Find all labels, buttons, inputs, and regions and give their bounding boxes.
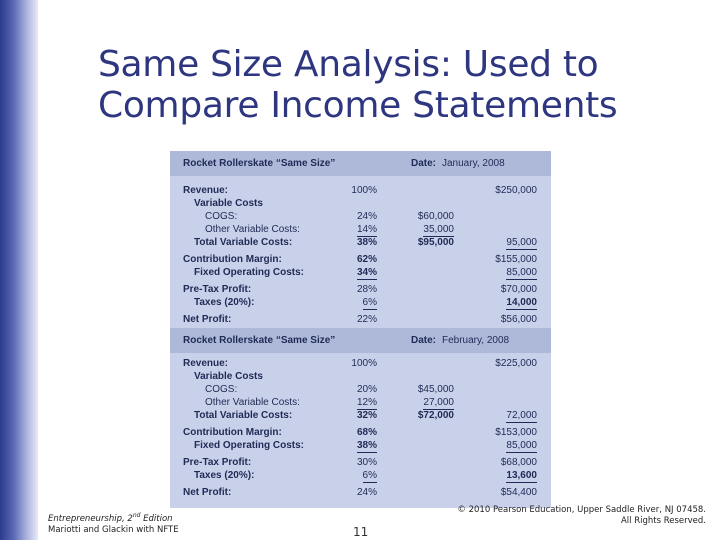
row-total: $54,400 <box>500 487 537 498</box>
row-label: Fixed Operating Costs: <box>194 440 305 451</box>
row-percent: 34% <box>356 267 377 278</box>
table-row <box>170 266 551 279</box>
table-row <box>170 396 551 409</box>
row-total: 72,000 <box>506 410 537 421</box>
row-subtotal: $72,000 <box>417 410 454 421</box>
row-percent: 38% <box>356 237 377 248</box>
row-total: 85,000 <box>506 440 537 451</box>
row-label: COGS: <box>205 384 238 395</box>
row-percent: 6% <box>362 470 377 481</box>
row-label: Contribution Margin: <box>183 254 282 265</box>
row-percent: 14% <box>356 224 377 235</box>
book-title-sup: nd <box>132 512 141 519</box>
book-edition-text: Edition <box>140 513 173 524</box>
table-row <box>170 456 551 469</box>
row-total: $68,000 <box>500 457 537 468</box>
section-2-date-label: Date: <box>411 335 437 346</box>
row-subtotal: $95,000 <box>417 237 454 248</box>
table-row <box>170 313 551 326</box>
table-row <box>170 296 551 309</box>
section-1-date-value: January, 2008 <box>442 158 505 169</box>
row-percent: 68% <box>356 427 377 438</box>
row-label: Variable Costs <box>194 198 263 209</box>
row-total: $70,000 <box>500 284 537 295</box>
table-row <box>170 223 551 236</box>
row-total: $155,000 <box>495 254 537 265</box>
row-label: Fixed Operating Costs: <box>194 267 305 278</box>
title-line-1: Same Size Analysis: Used to <box>98 44 599 85</box>
row-total: 14,000 <box>506 297 537 308</box>
table-row <box>170 409 551 422</box>
decorative-sidebar <box>0 0 38 540</box>
row-label: Total Variable Costs: <box>194 237 293 248</box>
row-percent: 24% <box>356 211 377 222</box>
row-percent: 100% <box>351 185 377 196</box>
slide-title <box>98 44 698 126</box>
table-row <box>170 197 551 210</box>
row-percent: 24% <box>356 487 377 498</box>
section-2-header <box>170 328 551 353</box>
row-percent: 22% <box>356 314 377 325</box>
table-row <box>170 370 551 383</box>
row-subtotal: $60,000 <box>417 211 454 222</box>
table-row <box>170 283 551 296</box>
row-label: Pre-Tax Profit: <box>183 284 252 295</box>
table-row <box>170 357 551 370</box>
table-row <box>170 253 551 266</box>
row-label: Total Variable Costs: <box>194 410 293 421</box>
row-label: Taxes (20%): <box>194 297 255 308</box>
page-number: 11 <box>353 525 369 539</box>
row-total: 85,000 <box>506 267 537 278</box>
row-total: 13,600 <box>506 470 537 481</box>
row-percent: 12% <box>356 397 377 408</box>
row-label: Pre-Tax Profit: <box>183 457 252 468</box>
row-percent: 28% <box>356 284 377 295</box>
row-total: $250,000 <box>495 185 537 196</box>
row-label: Taxes (20%): <box>194 470 255 481</box>
row-subtotal: 27,000 <box>423 397 454 408</box>
row-label: Net Profit: <box>183 314 232 325</box>
row-percent: 38% <box>356 440 377 451</box>
row-percent: 62% <box>356 254 377 265</box>
footer-copyright <box>457 505 706 527</box>
row-label: Other Variable Costs: <box>205 224 300 235</box>
table-row <box>170 236 551 249</box>
section-2-title: Rocket Rollerskate “Same Size” <box>183 335 336 346</box>
row-subtotal: 35,000 <box>423 224 454 235</box>
row-percent: 100% <box>351 358 377 369</box>
row-total: 95,000 <box>506 237 537 248</box>
row-subtotal: $45,000 <box>417 384 454 395</box>
row-percent: 20% <box>356 384 377 395</box>
table-row <box>170 469 551 482</box>
row-percent: 32% <box>356 410 377 421</box>
footer-citation <box>48 510 179 536</box>
footer-authors: Mariotti and Glackin with NFTE <box>48 524 179 535</box>
row-label: Revenue: <box>183 358 229 369</box>
section-1-date-label: Date: <box>411 158 437 169</box>
row-total: $225,000 <box>495 358 537 369</box>
row-label: Net Profit: <box>183 487 232 498</box>
footer-book-title <box>48 510 179 525</box>
title-line-2: Compare Income Statements <box>98 85 618 126</box>
row-label: Revenue: <box>183 185 229 196</box>
income-statement-table <box>170 151 551 508</box>
section-1-header <box>170 151 551 176</box>
table-row <box>170 210 551 223</box>
copyright-line-2: All Rights Reserved. <box>620 516 706 526</box>
section-2-date-value: February, 2008 <box>442 335 510 346</box>
copyright-line-1: © 2010 Pearson Education, Upper Saddle River, NJ 07458. <box>457 505 706 515</box>
table-row <box>170 426 551 439</box>
row-label: Contribution Margin: <box>183 427 282 438</box>
row-label: COGS: <box>205 211 238 222</box>
row-total: $56,000 <box>500 314 537 325</box>
table-row <box>170 439 551 452</box>
row-percent: 30% <box>356 457 377 468</box>
row-percent: 6% <box>362 297 377 308</box>
row-total: $153,000 <box>495 427 537 438</box>
table-row <box>170 383 551 396</box>
section-1-title: Rocket Rollerskate “Same Size” <box>183 158 336 169</box>
table-row <box>170 486 551 499</box>
row-label: Other Variable Costs: <box>205 397 300 408</box>
table-row <box>170 184 551 197</box>
row-label: Variable Costs <box>194 371 263 382</box>
book-title-text: Entrepreneurship, 2 <box>48 513 133 524</box>
